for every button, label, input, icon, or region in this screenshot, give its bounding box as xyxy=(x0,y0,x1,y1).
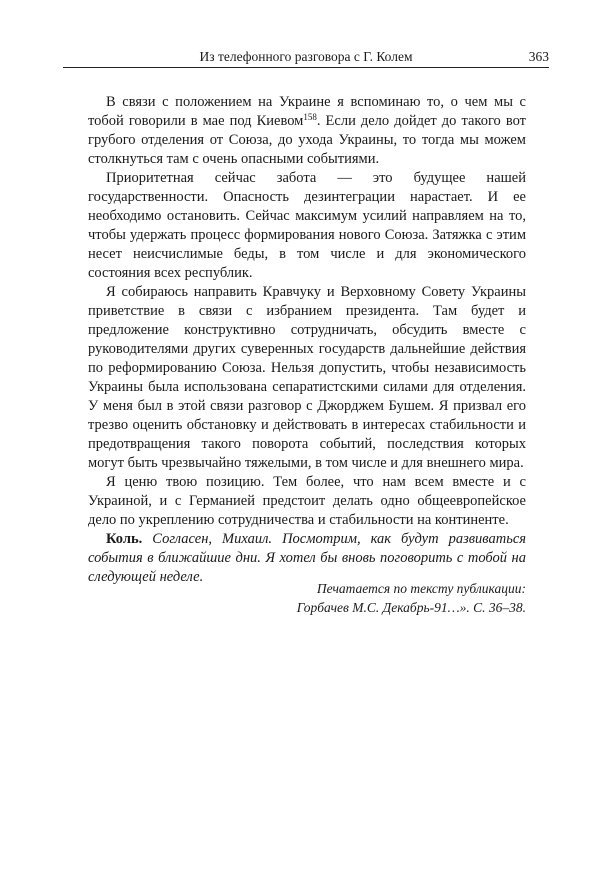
running-title: Из телефонного разговора с Г. Колем xyxy=(199,49,413,64)
paragraph-1 xyxy=(88,93,526,169)
main-text xyxy=(88,93,526,587)
reply-text: Согласен, Михаил. Посмотрим, как будут развиваться события в ближайшие дни. Я хотел бы вновь поговорить с тобой на следующей неделе. xyxy=(88,531,526,585)
paragraph-1-text: В связи с положением на Украине я вспоминаю то, о чем мы с тобой говорили в мае под Киевом xyxy=(88,94,526,129)
speaker-name: Коль. xyxy=(106,531,143,547)
source-line-2: Горбачев М.С. Декабрь-91…». С. 36–38. xyxy=(296,600,526,615)
paragraph-1-continuation: . Если дело дойдет до такого вот грубого отделения от Союза, до ухода Украины, то тогда мы можем столкнуться там с очень опасными событиями. xyxy=(88,113,526,167)
source-line-1: Печатается по тексту публикации: xyxy=(316,581,526,596)
paragraph-3: Я собираюсь направить Кравчуку и Верховному Совету Украины приветствие в связи с избранием президента. Там будет и предложение конструктивно сотрудничать, обсудить вместе с руководителями других суверенных государств дальнейшие действия по реформированию Союза. Нельзя допустить, чтобы независимость Украины была использована сепаратистскими силами для отделения. У меня был в этой связи разговор с Джорджем Бушем. Я призвал его трезво оценить обстановку и действовать в интересах стабильности и предотвращения такого поворота событий, последствия которых могут быть чрезвычайно тяжелыми, в том числе и для внешнего мира. xyxy=(88,284,526,471)
paragraph-2: Приоритетная сейчас забота — это будущее нашей государственности. Опасность дезинтеграции нарастает. И ее необходимо остановить. Сейчас максимум усилий направляем на то, чтобы удержать процесс формирования нового Союза. Затяжка с этим несет неисчислимые беды, в том числе и для экономического состояния всех республик. xyxy=(88,170,526,281)
footnote-ref: 158 xyxy=(303,112,317,122)
running-header xyxy=(63,45,549,68)
source-note xyxy=(297,579,526,617)
paragraph-4: Я ценю твою позицию. Тем более, что нам всем вместе и с Украиной, и с Германией предстоит делать одно общеевропейское дело по укреплению сотрудничества и стабильности на континенте. xyxy=(88,474,526,528)
page-number: 363 xyxy=(528,49,549,64)
